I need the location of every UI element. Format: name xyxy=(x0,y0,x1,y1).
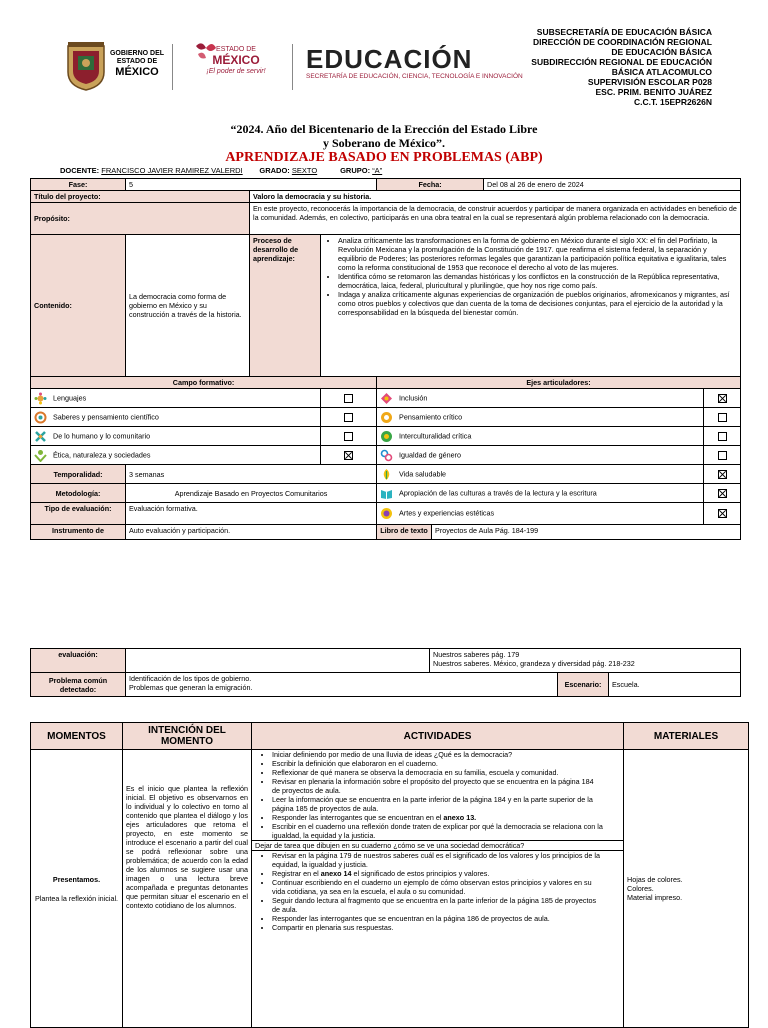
igualdad-icon xyxy=(380,449,393,462)
header-materiales: MATERIALES xyxy=(624,723,749,750)
actividad-item: • Iniciar definiendo por medio de una lluvia de ideas ¿Qué es la democracia? xyxy=(272,750,603,759)
fase-label: Fase: xyxy=(31,179,126,191)
saberes-icon xyxy=(34,411,47,424)
actividad-item: • Escribir la definición que elaboraron en el cuaderno. xyxy=(272,759,603,768)
fase-value: 5 xyxy=(126,179,377,191)
docente-line: DOCENTE: FRANCISCO JAVIER RAMIREZ VALERDI GRADO: SEXTO GRUPO: “A” xyxy=(60,166,383,175)
instrumento-value: Auto evaluación y participación. xyxy=(126,525,377,540)
materiales-cell xyxy=(624,750,749,1028)
checkbox[interactable] xyxy=(718,432,727,441)
moments-table xyxy=(30,722,749,1028)
interculturalidad-icon xyxy=(380,430,393,443)
fecha-value: Del 08 al 26 de enero de 2024 xyxy=(484,179,741,191)
institution-line: SUBSECRETARÍA DE EDUCACIÓN BÁSICA xyxy=(536,27,712,37)
tipo-evaluacion-value: Evaluación formativa. xyxy=(126,503,377,525)
momento-cell xyxy=(31,750,123,1028)
institution-line: DE EDUCACIÓN BÁSICA xyxy=(611,47,712,57)
evaluation-table xyxy=(30,648,741,697)
year-motto: “2024. Año del Bicentenario de la Erección del Estado Libre y Soberano de México”. xyxy=(230,122,538,150)
pda-item: • Indaga y analiza críticamente algunas experiencias de organización de pueblos originarios, afromexicanos y migrantes, así como otros pueblos y colectivos que dan cuenta de la toma de decisiones conjuntas, para el ejercicio de la autoridad y la corresponsabilidad en la búsqueda del bienestar común. xyxy=(338,290,737,317)
material-item: Material impreso. xyxy=(627,893,683,902)
header-divider xyxy=(172,44,173,90)
grado-value: SEXTO xyxy=(291,166,318,175)
campo-checkbox-lenguajes[interactable] xyxy=(321,389,377,408)
actividad-item: • Reflexionar de qué manera se observa la democracia en su familia, escuela y comunidad. xyxy=(272,768,603,777)
titulo-value: Valoro la democracia y su historia. xyxy=(250,191,741,203)
tipo-evaluacion-label: Tipo de evaluación: xyxy=(31,503,126,525)
ejes-articuladores-header: Ejes articuladores: xyxy=(377,377,741,389)
eje-row: Interculturalidad crítica xyxy=(377,427,704,446)
momento-subtitle: Plantea la reflexión inicial. xyxy=(34,893,119,903)
eje-checkbox-artes[interactable] xyxy=(704,503,741,525)
institution-line: BÁSICA ATLACOMULCO xyxy=(611,67,712,77)
checkbox[interactable] xyxy=(344,394,353,403)
header-divider-2 xyxy=(292,44,293,90)
checkbox[interactable] xyxy=(344,413,353,422)
material-item: Hojas de colores. xyxy=(627,875,683,884)
header-actividades: ACTIVIDADES xyxy=(252,723,624,750)
etica-icon xyxy=(34,449,47,462)
checkbox[interactable] xyxy=(718,509,727,518)
titulo-label: Título del proyecto: xyxy=(31,191,250,203)
proposito-label: Propósito: xyxy=(31,203,250,235)
eje-checkbox-inclusion[interactable] xyxy=(704,389,741,408)
institution-line: SUBDIRECCIÓN REGIONAL DE EDUCACIÓN xyxy=(531,57,712,67)
vida-icon xyxy=(380,468,393,481)
campo-row: Saberes y pensamiento científico xyxy=(31,408,321,427)
problema-value: Identificación de los tipos de gobierno. Problemas que generan la emigración. xyxy=(126,673,558,697)
pda-list xyxy=(321,235,741,377)
eje-checkbox-vida[interactable] xyxy=(704,465,741,484)
header-intencion: INTENCIÓN DEL MOMENTO xyxy=(123,723,252,750)
educacion-subtitle: SECRETARÍA DE EDUCACIÓN, CIENCIA, TECNOLOGÍA E INNOVACIÓN xyxy=(306,73,523,80)
metodologia-label: Metodología: xyxy=(31,484,126,503)
temporalidad-value: 3 semanas xyxy=(126,465,377,484)
campo-checkbox-saberes[interactable] xyxy=(321,408,377,427)
institution-line: SUPERVISIÓN ESCOLAR P028 xyxy=(587,77,712,87)
checkbox[interactable] xyxy=(718,451,727,460)
docente-name: FRANCISCO JAVIER RAMIREZ VALERDI xyxy=(101,166,243,175)
eje-row: Vida saludable xyxy=(377,465,704,484)
libro-label: Libro de texto xyxy=(377,525,432,540)
campo-checkbox-humano[interactable] xyxy=(321,427,377,446)
header-momentos: MOMENTOS xyxy=(31,723,123,750)
institution-line: DIRECCIÓN DE COORDINACIÓN REGIONAL xyxy=(533,37,712,47)
eje-checkbox-interculturalidad[interactable] xyxy=(704,427,741,446)
campo-row: Lenguajes xyxy=(31,389,321,408)
fecha-label: Fecha: xyxy=(377,179,484,191)
campo-formativo-header: Campo formativo: xyxy=(31,377,377,389)
estado-mexico-brand: ESTADO DE MÉXICO ¡El poder de servir! xyxy=(206,46,266,75)
actividad-item: • Seguir dando lectura al fragmento que se encuentra en la parte inferior de la página 185 de proyectos de aula. xyxy=(272,896,603,914)
eje-checkbox-apropiacion[interactable] xyxy=(704,484,741,503)
campo-row: De lo humano y lo comunitario xyxy=(31,427,321,446)
header-institution-block xyxy=(492,27,712,107)
tarea-line: Dejar de tarea que dibujen en su cuaderno ¿cómo se ve una sociedad democrática? xyxy=(252,840,623,851)
checkbox[interactable] xyxy=(718,394,727,403)
temporalidad-label: Temporalidad: xyxy=(31,465,126,484)
actividad-item: • Revisar en la página 179 de nuestros saberes cuál es el significado de los valores y los principios de la equidad, la igualdad y justicia. xyxy=(272,851,603,869)
intencion-cell: Es el inicio que plantea la reflexión inicial. El objetivo es observarnos en lo individual y lo colectivo en torno al contenido que plantea el diálogo y los ejes articuladores que retoma el proyecto, en este momento se introduce el escenario a partir del cual se podrá reflexionar sobre una problemática; de acuerdo con la edad de los alumnos se sugiere usar una imagen o una lectura breve acompañada e preguntas detonantes que permitan situar el escenario en el contexto cotidiano de los alumnos. xyxy=(123,750,252,1028)
checkbox[interactable] xyxy=(718,413,727,422)
pda-item: • Analiza críticamente las transformaciones en la forma de gobierno en México durante el siglo XX: el fin del Porfiriato, la Revolución Mexicana y la promulgación de la Constitución de 1917. que reafirma el sistema federal, la separación y equilibrio de Poderes; las posteriores reformas legales que garantizan la participación política equitativa e igualitaria, tales como la reforma constitucional de 1953 que reconoce el derecho al voto de las mujeres. xyxy=(338,236,737,272)
evaluacion-label: evaluación: xyxy=(31,649,126,673)
actividad-item: • Leer la información que se encuentra en la parte inferior de la página 184 y en la parte superior de la página 185 de proyectos de aula. xyxy=(272,795,603,813)
checkbox[interactable] xyxy=(718,470,727,479)
gobierno-logo-text: GOBIERNO DEL ESTADO DE MÉXICO xyxy=(109,50,165,78)
grupo-value: “A” xyxy=(372,166,383,175)
estado-de-mexico-seal-icon xyxy=(64,40,108,92)
material-item: Colores. xyxy=(627,884,654,893)
lenguajes-icon xyxy=(34,392,47,405)
institution-line: C.C.T. 15EPR2626N xyxy=(634,97,712,107)
libro-refs: Nuestros saberes pág. 179 Nuestros saberes. México, grandeza y diversidad pág. 218-232 xyxy=(430,649,741,673)
humano-icon xyxy=(34,430,47,443)
metodologia-value: Aprendizaje Basado en Proyectos Comunitarios xyxy=(126,484,377,503)
checkbox[interactable] xyxy=(718,489,727,498)
actividades-cell xyxy=(252,750,624,1028)
eje-row: Apropiación de las culturas a través de la lectura y la escritura xyxy=(377,484,704,503)
evaluacion-value xyxy=(126,649,430,673)
educacion-title: EDUCACIÓN xyxy=(306,44,473,74)
actividad-item: • Compartir en plenaria sus respuestas. xyxy=(272,923,603,932)
escenario-value: Escuela. xyxy=(609,673,741,697)
pda-item: • Identifica cómo se retomaron las demandas históricas y los conflictos en la construcción de la República representativa, democrática, laica, federal, pluricultural y plurilingüe, que hoy nos rige como país. xyxy=(338,272,737,290)
libro-value: Proyectos de Aula Pág. 184-199 xyxy=(432,525,741,540)
actividad-item: • Escribir en el cuaderno una reflexión donde traten de explicar por qué la democracia se relaciona con la igualdad, la equidad y la justicia. xyxy=(272,822,603,840)
eje-checkbox-igualdad[interactable] xyxy=(704,446,741,465)
contenido-label: Contenido: xyxy=(31,235,126,377)
escenario-label: Escenario: xyxy=(558,673,609,697)
campo-row: Ética, naturaleza y sociedades xyxy=(31,446,321,465)
artes-icon xyxy=(380,507,393,520)
proposito-value: En este proyecto, reconocerás la importancia de la democracia, de construir acuerdos y participar de manera organizada en actividades en beneficio de la comunidad. Además, en colectivo, participarás en una obra teatral en la cual se representará algún problema relacionado con la democracia. xyxy=(250,203,741,235)
pensamiento-icon xyxy=(380,411,393,424)
eje-checkbox-pensamiento[interactable] xyxy=(704,408,741,427)
actividad-item: • Registrar en el anexo 14 el significado de estos principios y valores. xyxy=(272,869,603,878)
contenido-value: La democracia como forma de gobierno en México y su construcción a través de la historia. xyxy=(126,235,250,377)
checkbox[interactable] xyxy=(344,451,353,460)
pda-label: Proceso de desarrollo de aprendizaje: xyxy=(250,235,321,377)
actividad-item: • Revisar en plenaria la información sobre el propósito del proyecto que se encuentra en la página 184 de proyectos de aula. xyxy=(272,777,603,795)
document-title: APRENDIZAJE BASADO EN PROBLEMAS (ABP) xyxy=(225,150,543,165)
actividad-item: • Responder las interrogantes que se encuentran en el anexo 13. xyxy=(272,813,603,822)
apropiacion-icon xyxy=(380,487,393,500)
instrumento-label: Instrumento de xyxy=(31,525,126,540)
momento-title: Presentamos. xyxy=(52,874,101,884)
problema-label: Problema común detectado: xyxy=(31,673,126,697)
eje-row: Igualdad de género xyxy=(377,446,704,465)
eje-row: Pensamiento crítico xyxy=(377,408,704,427)
eje-row: Artes y experiencias estéticas xyxy=(377,503,704,525)
project-table xyxy=(30,178,741,540)
campo-checkbox-etica[interactable] xyxy=(321,446,377,465)
eje-row: Inclusión xyxy=(377,389,704,408)
checkbox[interactable] xyxy=(344,432,353,441)
actividad-item: • Continuar escribiendo en el cuaderno un ejemplo de cómo observan estos principios y valores en su vida cotidiana, ya sea en la escuela, el aula o su comunidad. xyxy=(272,878,603,896)
inclusion-icon xyxy=(380,392,393,405)
institution-line: ESC. PRIM. BENITO JUÁREZ xyxy=(595,87,712,97)
actividad-item: • Responder las interrogantes que se encuentran en la página 186 de proyectos de aula. xyxy=(272,914,603,923)
